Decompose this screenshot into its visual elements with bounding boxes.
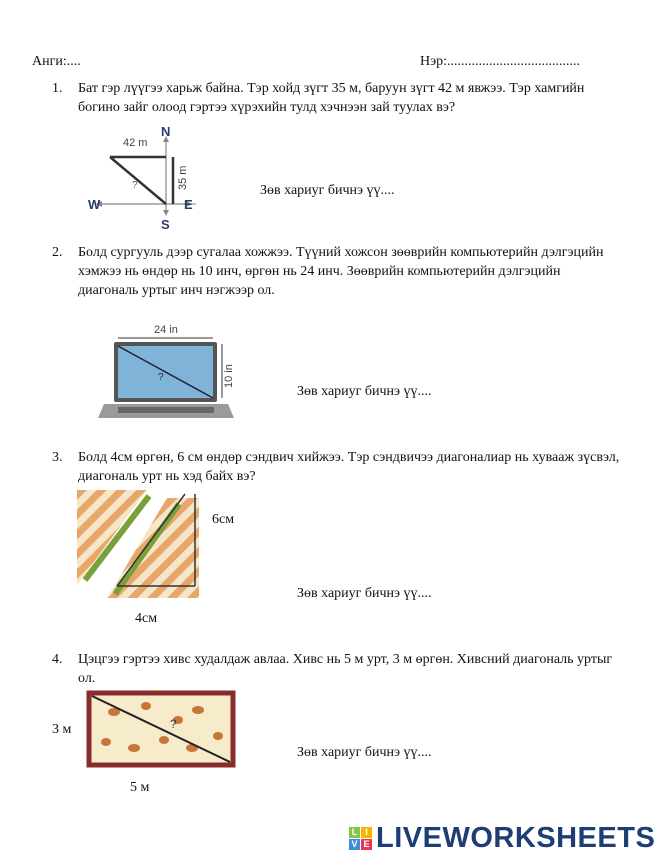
question-text: Болд 4см өргөн, 6 см өндөр сэндвич хийжээ. Тэр сэндвичээ диагоналиар нь хуваaж зүсвэл, диагональ урт нь хэд байх вэ? <box>78 450 620 484</box>
class-label: Анги:.... <box>32 54 81 69</box>
question-number: 4. <box>52 652 63 667</box>
height-label: 10 in <box>223 364 235 388</box>
laptop-diagram <box>98 322 238 422</box>
logo-text: LIVEWORKSHEETS <box>376 822 656 854</box>
logo-icon: L I V E <box>349 827 372 850</box>
question-text: Болд сургууль дээр сугалаа хожжээ. Түүний хожсон зөөврийн компьютерийн дэлгэцийн хэмжээ нь өндөр нь 10 инч, өргөн нь 24 инч. Зөөврийн компьютерийн дэлгэцийн диагональ уртыг инч нэгжээр ол. <box>78 245 604 298</box>
width-label: 42 m <box>123 137 148 149</box>
south-label: S <box>161 217 170 232</box>
liveworksheets-logo <box>349 822 655 855</box>
height-label: 3 м <box>52 722 72 737</box>
answer-prompt-2[interactable]: Зөв хариуг бичнэ үү.... <box>297 384 432 399</box>
question-text: Бат гэр лүүгээ харьж байна. Тэр хойд зүгт 35 м, баруун зүгт 42 м явжээ. Тэр хамгийн богино зайг олоод гэртээ хүрэхийн тулд хэчнээн зай туулах вэ? <box>78 81 585 115</box>
sandwich-diagram <box>77 490 202 605</box>
height-label: 6см <box>212 512 235 527</box>
unknown-label: ? <box>158 372 164 383</box>
unknown-label: ? <box>170 717 177 731</box>
east-label: E <box>184 197 193 212</box>
question-3 <box>52 448 622 486</box>
width-label: 5 м <box>130 780 150 795</box>
north-label: N <box>161 124 171 139</box>
name-label: Нэр:...................................... <box>420 54 581 69</box>
question-1 <box>52 79 622 117</box>
answer-prompt-3[interactable]: Зөв хариуг бичнэ үү.... <box>297 586 432 601</box>
width-label: 4см <box>135 611 158 626</box>
answer-prompt-4[interactable]: Зөв хариуг бичнэ үү.... <box>297 745 432 760</box>
compass-path-diagram <box>88 122 208 234</box>
west-label: W <box>88 197 101 212</box>
question-number: 3. <box>52 450 63 465</box>
question-number: 1. <box>52 81 63 96</box>
carpet-diagram <box>86 690 238 770</box>
answer-prompt-1[interactable]: Зөв хариуг бичнэ үү.... <box>260 183 395 198</box>
question-text: Цэцгээ гэртээ хивс худалдаж авлаа. Хивс нь 5 м урт, 3 м өргөн. Хивсний диагональ уртыг ол. <box>78 652 613 686</box>
question-4 <box>52 650 622 688</box>
width-label: 24 in <box>154 324 178 336</box>
question-2 <box>52 243 622 300</box>
unknown-label: ? <box>132 180 138 191</box>
question-number: 2. <box>52 245 63 260</box>
height-label: 35 m <box>177 165 189 190</box>
